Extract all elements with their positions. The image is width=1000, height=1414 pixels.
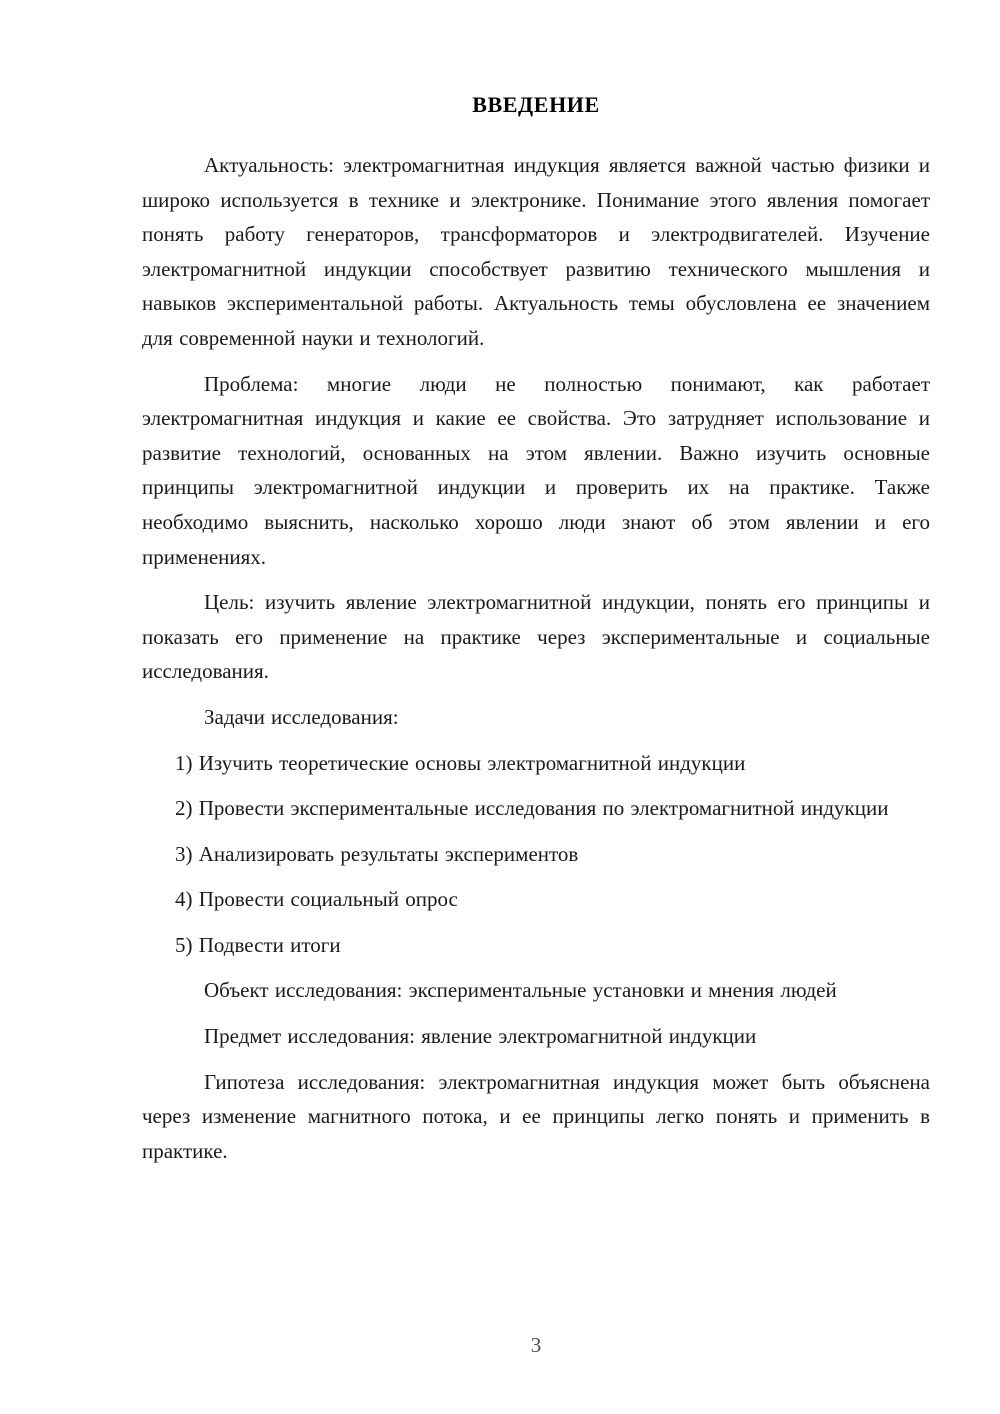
paragraph-subject: Предмет исследования: явление электромагнитной индукции: [204, 1024, 757, 1049]
paragraph-goal: Цель: изучить явление электромагнитной индукции, понять его принципы и показать его применение на практике через экспериментальные и социальные исследования.: [142, 590, 930, 684]
task-item-1: 1) Изучить теоретические основы электромагнитной индукции: [175, 750, 746, 775]
paragraph-object: Объект исследования: экспериментальные установки и мнения людей: [204, 978, 837, 1003]
page-title: ВВЕДЕНИЕ: [472, 92, 600, 117]
page-number: 3: [530, 1333, 542, 1357]
task-item-5: 5) Подвести итоги: [175, 932, 341, 957]
paragraph-actuality: Актуальность: электромагнитная индукция является важной частью физики и широко используется в технике и электронике. Понимание этого явления помогает понять работу генераторов, трансформаторов и электродвигателей. Изучение электромагнитной индукции способствует развитию технического мышления и навыков экспериментальной работы. Актуальность темы обусловлена ее значением для современной науки и технологий.: [142, 153, 930, 350]
task-item-4: 4) Провести социальный опрос: [175, 887, 458, 912]
paragraph-hypothesis: Гипотеза исследования: электромагнитная индукция может быть объяснена через изменение магнитного потока, и ее принципы легко понять и применить в практике.: [142, 1069, 930, 1163]
tasks-heading: Задачи исследования:: [204, 704, 399, 729]
paragraph-problem: Проблема: многие люди не полностью понимают, как работает электромагнитная индукция и какие ее свойства. Это затрудняет использование и развитие технологий, основанных на этом явлении. Важно изучить основные принципы электромагнитной индукции и проверить их на практике. Также необходимо выяснить, насколько хорошо люди знают об этом явлении и его применениях.: [142, 371, 930, 569]
task-item-2: 2) Провести экспериментальные исследования по электромагнитной индукции: [175, 796, 889, 821]
document-content: [142, 88, 930, 1179]
task-item-3: 3) Анализировать результаты экспериментов: [175, 841, 579, 866]
